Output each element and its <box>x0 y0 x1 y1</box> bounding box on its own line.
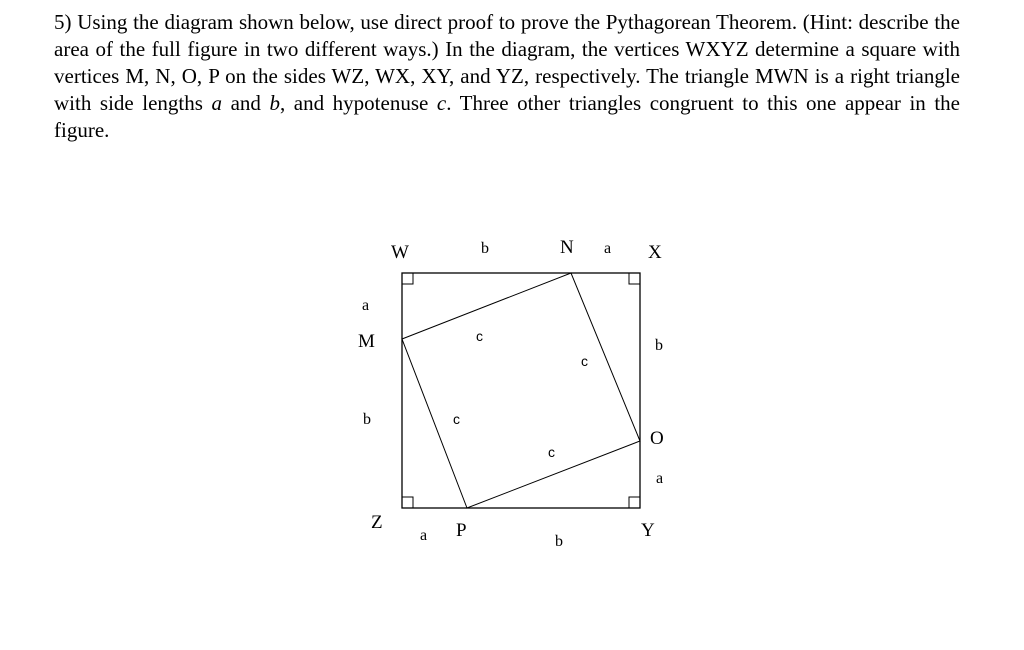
right-angle-mark-z <box>402 497 413 508</box>
vertex-m-label: M <box>358 331 375 352</box>
var-b: b <box>269 91 280 115</box>
right-angle-mark-y <box>629 497 640 508</box>
side-label-left-b: b <box>363 411 371 428</box>
hypotenuse-label-no: c <box>581 353 588 369</box>
side-label-bottom-b: b <box>555 533 563 550</box>
problem-text-4: . Three other triangles congruent to this one appear in the figure. <box>54 91 961 142</box>
side-label-left-a: a <box>362 297 370 314</box>
side-label-top-a: a <box>604 240 612 257</box>
vertex-x-label: X <box>648 242 662 263</box>
hypotenuse-label-mp: c <box>453 411 460 427</box>
right-angle-mark-x <box>629 273 640 284</box>
var-a: a <box>211 91 223 115</box>
right-angle-mark-w <box>402 273 413 284</box>
problem-text-2: and <box>222 91 270 115</box>
hypotenuse-label-po: c <box>548 444 555 460</box>
side-label-right-b: b <box>655 337 663 354</box>
vertex-w-label: W <box>391 242 409 263</box>
vertex-o-label: O <box>650 428 664 449</box>
vertex-z-label: Z <box>371 512 383 533</box>
inner-square-mnop <box>402 273 640 508</box>
problem-text-1: 5) Using the diagram shown below, use direct proof to prove the Pythagorean Theorem. (Hint: describe the area of the full figure in two different ways.) In the diagram, the vertices WXYZ determine a square with vertices M, N, O, P on the sides WZ, WX, XY, and YZ, respectively. The triangle MWN is a right triangle with side lengths <box>54 10 960 115</box>
side-label-right-a: a <box>656 470 664 487</box>
hypotenuse-label-mn: c <box>476 328 483 344</box>
side-label-top-b: b <box>481 240 489 257</box>
vertex-p-label: P <box>456 520 467 541</box>
var-c: c <box>436 91 447 115</box>
side-label-bottom-a: a <box>420 527 428 544</box>
problem-text-3: , and hypotenuse <box>279 91 437 115</box>
outer-square-wxyz <box>402 273 640 508</box>
vertex-y-label: Y <box>641 520 655 541</box>
vertex-n-label: N <box>560 237 574 258</box>
